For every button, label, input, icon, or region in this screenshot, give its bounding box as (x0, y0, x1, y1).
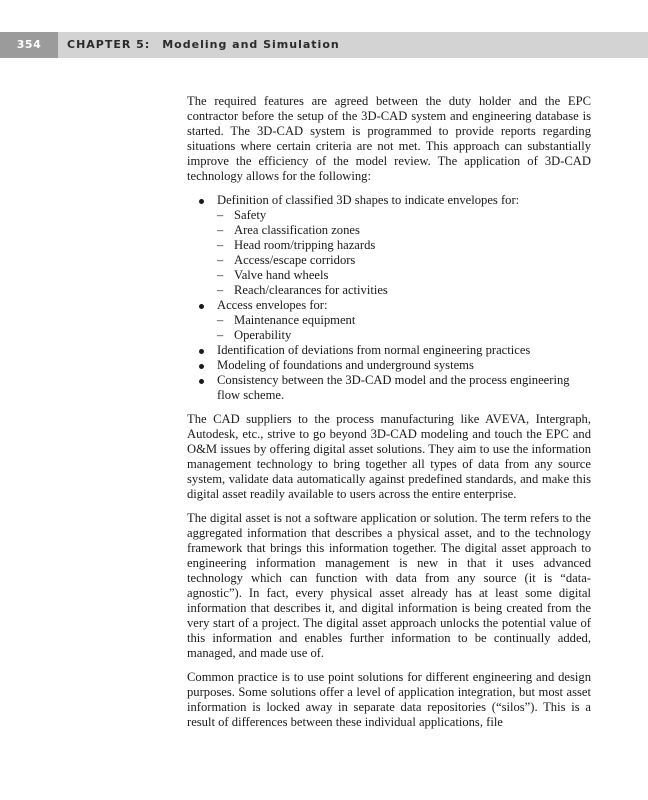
list-item-text: Consistency between the 3D-CAD model and the process engineering flow scheme. (217, 373, 570, 402)
sub-list-item-text: Operability (234, 328, 292, 342)
bullet-icon (199, 199, 204, 204)
sub-list-item-text: Safety (234, 208, 267, 222)
body-text (187, 94, 591, 739)
page-number: 354 (0, 32, 58, 58)
sub-list-item (217, 253, 591, 268)
sub-list-item (217, 313, 591, 328)
list-item (187, 193, 591, 298)
dash-icon: – (217, 283, 224, 297)
bullet-icon (199, 379, 204, 384)
list-item (187, 343, 591, 358)
list-item (187, 358, 591, 373)
sub-list-item-text: Reach/clearances for activities (234, 283, 388, 297)
chapter-title: Modeling and Simulation (162, 38, 340, 51)
paragraph: The digital asset is not a software application or solution. The term refers to the aggregated information that describes a physical asset, and to the technology framework that brings this information together. The digital asset approach to engineering information management is new in that it uses advanced technology which can function with data from any source (it is “data-agnostic”). In fact, every physical asset already has at least some digital information that describes it, and digital information is being created from the very start of a project. The digital asset approach unlocks the potential value of this information and enables further information to be continually added, managed, and made use of. (187, 511, 591, 660)
sub-list-item (217, 238, 591, 253)
dash-icon: – (217, 238, 224, 252)
running-header (0, 32, 648, 58)
paragraph: Common practice is to use point solutions for different engineering and design purposes. Some solutions offer a level of application integration, but most asset information is locked away in separate data repositories (“silos”). This is a result of differences between these individual applications, file (187, 670, 591, 729)
sub-list-item-text: Valve hand wheels (234, 268, 329, 282)
sub-list-item (217, 328, 591, 343)
sub-list-item (217, 283, 591, 298)
paragraph: The CAD suppliers to the process manufacturing like AVEVA, Intergraph, Autodesk, etc., strive to go beyond 3D-CAD modeling and touch the EPC and O&M issues by offering digital asset solutions. They aim to use the information management technology to bring together all types of data from any source system, validate data automatically against predefined standards, and make this digital asset readily available to users across the entire enterprise. (187, 412, 591, 501)
chapter-heading (67, 32, 340, 58)
bullet-icon (199, 304, 204, 309)
bullet-icon (199, 364, 204, 369)
paragraph: The required features are agreed between the duty holder and the EPC contractor before the setup of the 3D-CAD system and engineering database is started. The 3D-CAD system is programmed to provide reports regarding situations where certain criteria are not met. This approach can substantially improve the efficiency of the model review. The application of 3D-CAD technology allows for the following: (187, 94, 591, 183)
sub-list-item-text: Head room/tripping hazards (234, 238, 376, 252)
list-item-text: Modeling of foundations and underground systems (217, 358, 474, 372)
list-item-text: Definition of classified 3D shapes to indicate envelopes for: (217, 193, 520, 207)
feature-list (187, 193, 591, 403)
dash-icon: – (217, 268, 224, 282)
sub-list (217, 208, 591, 298)
sub-list-item-text: Access/escape corridors (234, 253, 356, 267)
dash-icon: – (217, 253, 224, 267)
chapter-label: CHAPTER 5: (67, 38, 151, 51)
dash-icon: – (217, 223, 224, 237)
list-item-text: Identification of deviations from normal engineering practices (217, 343, 531, 357)
dash-icon: – (217, 313, 224, 327)
sub-list-item-text: Maintenance equipment (234, 313, 356, 327)
list-item (187, 373, 591, 403)
dash-icon: – (217, 328, 224, 342)
dash-icon: – (217, 208, 224, 222)
list-item (187, 298, 591, 343)
sub-list (217, 313, 591, 343)
sub-list-item-text: Area classification zones (234, 223, 360, 237)
list-item-text: Access envelopes for: (217, 298, 328, 312)
sub-list-item (217, 223, 591, 238)
sub-list-item (217, 208, 591, 223)
sub-list-item (217, 268, 591, 283)
bullet-icon (199, 349, 204, 354)
